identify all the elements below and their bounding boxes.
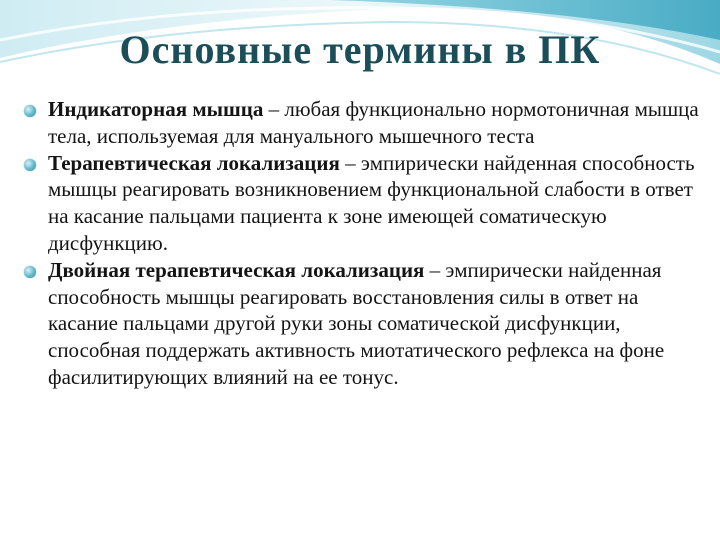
- bullet-icon: [24, 105, 36, 117]
- bullet-icon: [24, 159, 36, 171]
- term-name: Терапевтическая локализация: [48, 150, 340, 175]
- term-definition: – эмпирически найденная способность мышцы реагировать восстановления силы в ответ на касание пальцами другой руки зоны соматической дисфункции, способная поддержать активность миотатического рефлекса на фоне фасилитирующих влияний на ее тонус.: [48, 257, 665, 389]
- slide-title: Основные термины в ПК: [119, 27, 601, 72]
- term-definition: – любая функционально нормотоничная мышца тела, используемая для мануального мышечного теста: [48, 97, 699, 148]
- list-item-indicator-muscle: [22, 96, 702, 150]
- list-item-double-therapeutic-localization: [22, 257, 702, 391]
- term-name: Двойная терапевтическая локализация: [48, 257, 425, 282]
- term-name: Индикаторная мышца: [48, 97, 264, 121]
- term-definition: – эмпирически найденная способность мышцы реагировать возникновением функциональной слабости в ответ на касание пальцами пациента к зоне имеющей соматическую дисфункцию.: [48, 150, 695, 255]
- term-list: [22, 96, 702, 391]
- list-item-therapeutic-localization: [22, 150, 702, 257]
- bullet-icon: [24, 266, 36, 278]
